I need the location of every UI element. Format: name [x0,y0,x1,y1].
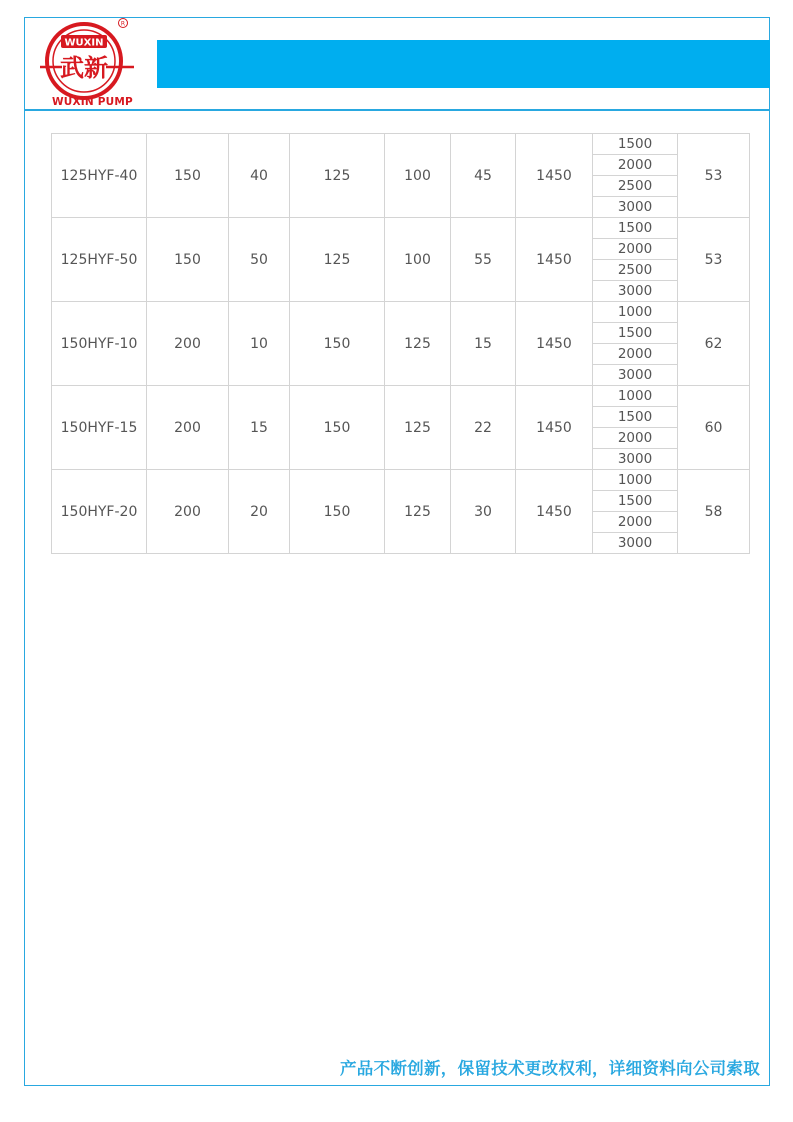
table-cell-sub-values [593,470,678,554]
table-cell-c8: 60 [678,386,750,470]
table-cell-c2: 15 [229,386,290,470]
sub-values-list [593,134,677,217]
table-cell-model: 150HYF-10 [52,302,147,386]
table-cell-sub-values [593,386,678,470]
table-row [52,218,750,302]
logo-top-text: WUXIN [64,37,104,49]
table-cell-c3: 125 [290,218,385,302]
table-cell-c8: 58 [678,470,750,554]
table-cell-c3: 150 [290,470,385,554]
sub-value: 1000 [593,302,677,323]
table-cell-c6: 1450 [516,134,593,218]
sub-value: 2500 [593,176,677,197]
sub-values-list [593,218,677,301]
table-cell-model: 125HYF-40 [52,134,147,218]
pump-spec-table [51,133,750,554]
sub-value: 2000 [593,344,677,365]
sub-value: 1500 [593,218,677,239]
table-cell-c2: 10 [229,302,290,386]
table-row [52,386,750,470]
sub-values-list [593,386,677,469]
table-cell-c4: 125 [385,302,451,386]
header-bar [157,40,770,88]
sub-value: 3000 [617,283,653,299]
table-cell-c6: 1450 [516,470,593,554]
sub-value: 3000 [617,199,653,215]
table-cell-model: 125HYF-50 [52,218,147,302]
table-cell-c1: 200 [147,386,229,470]
table-cell-c1: 150 [147,134,229,218]
sub-value: 1500 [593,134,677,155]
table-cell-c2: 40 [229,134,290,218]
footer-note: 产品不断创新，保留技术更改权利，详细资料向公司索取 [340,1059,760,1078]
sub-value: 2500 [593,260,677,281]
table-cell-model: 150HYF-20 [52,470,147,554]
sub-value: 1500 [593,323,677,344]
table-cell-c3: 150 [290,386,385,470]
table-cell-c2: 50 [229,218,290,302]
sub-value: 3000 [617,451,653,467]
sub-value: 3000 [617,535,653,551]
table-row [52,302,750,386]
table-cell-c1: 150 [147,218,229,302]
table-cell-c6: 1450 [516,386,593,470]
table-cell-c2: 20 [229,470,290,554]
sub-value: 2000 [593,239,677,260]
table-cell-model: 150HYF-15 [52,386,147,470]
table-cell-c3: 150 [290,302,385,386]
sub-values-list [593,470,677,553]
logo-chinese-text: 武新 [60,54,108,82]
sub-values-list [593,302,677,385]
table-cell-c3: 125 [290,134,385,218]
table-cell-c5: 55 [451,218,516,302]
sub-value: 2000 [593,428,677,449]
table-cell-c6: 1450 [516,218,593,302]
table-cell-c8: 53 [678,134,750,218]
table-cell-c5: 45 [451,134,516,218]
registered-mark: R [120,20,126,28]
table-cell-c8: 62 [678,302,750,386]
logo-wordmark: WUXIN PUMP [52,96,133,108]
table-cell-c8: 53 [678,218,750,302]
sub-value: 1000 [593,386,677,407]
sub-value: 3000 [617,367,653,383]
table-cell-c1: 200 [147,302,229,386]
table-cell-sub-values [593,302,678,386]
table-cell-c1: 200 [147,470,229,554]
header-divider [24,109,770,111]
table-row [52,470,750,554]
table-cell-c5: 22 [451,386,516,470]
table-cell-sub-values [593,218,678,302]
sub-value: 1500 [593,407,677,428]
table-cell-c5: 30 [451,470,516,554]
table-cell-c4: 125 [385,386,451,470]
table-cell-sub-values [593,134,678,218]
table-cell-c4: 100 [385,218,451,302]
table-cell-c5: 15 [451,302,516,386]
table-cell-c4: 125 [385,470,451,554]
sub-value: 2000 [593,155,677,176]
sub-value: 1000 [593,470,677,491]
table-row [52,134,750,218]
sub-value: 1500 [593,491,677,512]
table-cell-c4: 100 [385,134,451,218]
sub-value: 2000 [593,512,677,533]
table-cell-c6: 1450 [516,302,593,386]
